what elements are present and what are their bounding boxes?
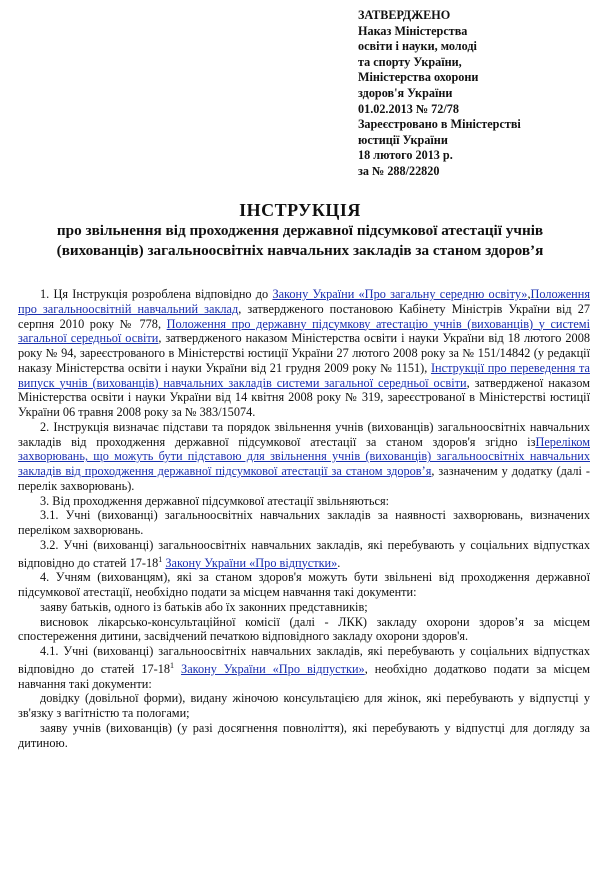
paragraph-4-1-item-a: довідку (довільної форми), видану жіночою консультацією для жінок, які перебувають у відпустці у зв'язку з вагітністю та пологами; bbox=[18, 691, 590, 721]
approval-line: ЗАТВЕРДЖЕНО bbox=[358, 8, 451, 22]
approval-line: 18 лютого 2013 р. bbox=[358, 148, 453, 163]
document-subtitle: про звільнення від проходження державної підсумкової атестації учнів (вихованців) загальноосвітніх навчальних закладів за станом здоров’я bbox=[56, 222, 544, 259]
superscript: 1 bbox=[158, 554, 163, 564]
approval-line: Наказ Міністерства bbox=[358, 23, 468, 38]
link-law-vacations-2[interactable]: Закону України «Про відпустки» bbox=[181, 661, 365, 676]
link-regulation-state-attestation[interactable]: Положення про державну підсумкову атестацію учнів (вихованців) у системі загальної середньої освіти bbox=[18, 316, 590, 346]
paragraph-4-item-b: висновок лікарсько-консультаційної комісії (далі - ЛКК) закладу охорони здоров’я за місцем спостереження дитини, засвідчений печаткою відповідного закладу охорони здоров'я. bbox=[18, 614, 590, 644]
paragraph-2: 2. Інструкція визначає підстави та порядок звільнення учнів (вихованців) загальноосвітніх навчальних закладів від проходження державної підсумкової атестації за станом здоров'я згідно ізПереліком захворювань, що можуть бути підставою для звільнення учнів (вихованців) загальноосвітніх навчальних закладів від проходження державної підсумкової атестації за станом здоров’я, зазначеним у додатку (далі - перелік захворювань). bbox=[18, 419, 591, 493]
approval-stamp-block bbox=[358, 8, 598, 180]
document-body bbox=[18, 287, 590, 750]
approval-line: юстиції України bbox=[358, 132, 448, 147]
paragraph-3: 3. Від проходження державної підсумкової атестації звільняються: bbox=[40, 493, 390, 508]
approval-line: освіти і науки, молоді bbox=[358, 39, 477, 54]
approval-line: Зареєстровано в Міністерстві bbox=[358, 117, 521, 132]
approval-line: Міністерства охорони bbox=[358, 70, 479, 85]
link-instruction-transfer[interactable]: Інструкції про переведення та випуск учнів (вихованців) навчальних закладів системи загальної середньої освіти bbox=[18, 360, 590, 390]
superscript: 1 bbox=[170, 660, 175, 670]
link-law-vacations[interactable]: Закону України «Про відпустки» bbox=[165, 555, 338, 570]
paragraph-4-1: 4.1. Учні (вихованці) загальноосвітніх навчальних закладів, які перебувають у соціальних відпустках відповідно до статей $17-18^1$ Закону України «Про відпустки», необхідно додатково подати за місцем навчання такі документи: bbox=[18, 644, 590, 691]
approval-line: 01.02.2013 № 72/78 bbox=[358, 101, 459, 116]
link-law-secondary-education[interactable]: Закону України «Про загальну середню освіту» bbox=[272, 287, 528, 301]
link-regulation-school[interactable]: Положення про загальноосвітній навчальний заклад bbox=[18, 287, 590, 316]
paragraph-4-1-item-b: заяву учнів (вихованців) (у разі досягнення повноліття), які перебувають у відпустці для догляду за дитиною. bbox=[18, 720, 590, 750]
link-list-of-diseases[interactable]: Переліком захворювань, що можуть бути підставою для звільнення учнів (вихованців) загальноосвітніх навчальних закладів від проходження державної підсумкової атестації за станом здоров’я bbox=[18, 434, 590, 478]
paragraph-4: 4. Учням (вихованцям), які за станом здоров'я можуть бути звільнені від проходження державної підсумкової атестації, необхідно подати за місцем навчання такі документи: bbox=[18, 570, 590, 600]
paragraph-4-item-a: заяву батьків, одного із батьків або їх законних представників; bbox=[40, 599, 368, 614]
approval-line: та спорту України, bbox=[358, 54, 462, 69]
paragraph-3-2: 3.2. Учні (вихованці) загальноосвітніх навчальних закладів, які перебувають у соціальних відпустках відповідно до статей $17-18^1$ Закону України «Про відпустки». bbox=[18, 537, 590, 570]
document-title-block bbox=[0, 199, 600, 260]
paragraph-1: 1. Ця Інструкція розроблена відповідно до Закону України «Про загальну середню освіту»,Положення про загальноосвітній навчальний заклад, затвердженого постановою Кабінету Міністрів України від 27 серпня 2010 року № 778, Положення про державну підсумкову атестацію учнів (вихованців) у системі загальної середньої освіти, затвердженого наказом Міністерства освіти і науки України від 18 лютого 2008 року № 94, зареєстрованого в Міністерстві юстиції України 27 лютого 2008 року за № 151/14842 (у редакції наказу Міністерства освіти і науки України від 21 грудня 2009 року № 1151), Інструкції про переведення та випуск учнів (вихованців) навчальних закладів системи загальної середньої освіти, затвердженої наказом Міністерства освіти і науки України від 14 квітня 2008 року № 319, зареєстрованої в Міністерстві юстиції України 06 травня 2008 року за № 383/15074. bbox=[18, 287, 591, 419]
paragraph-3-1: 3.1. Учні (вихованці) загальноосвітніх навчальних закладів за наявності захворювань, визначених переліком захворювань. bbox=[18, 508, 590, 537]
approval-line: здоров'я України bbox=[358, 85, 453, 100]
document-title: ІНСТРУКЦІЯ bbox=[239, 200, 361, 220]
approval-line: за № 288/22820 bbox=[358, 163, 440, 178]
